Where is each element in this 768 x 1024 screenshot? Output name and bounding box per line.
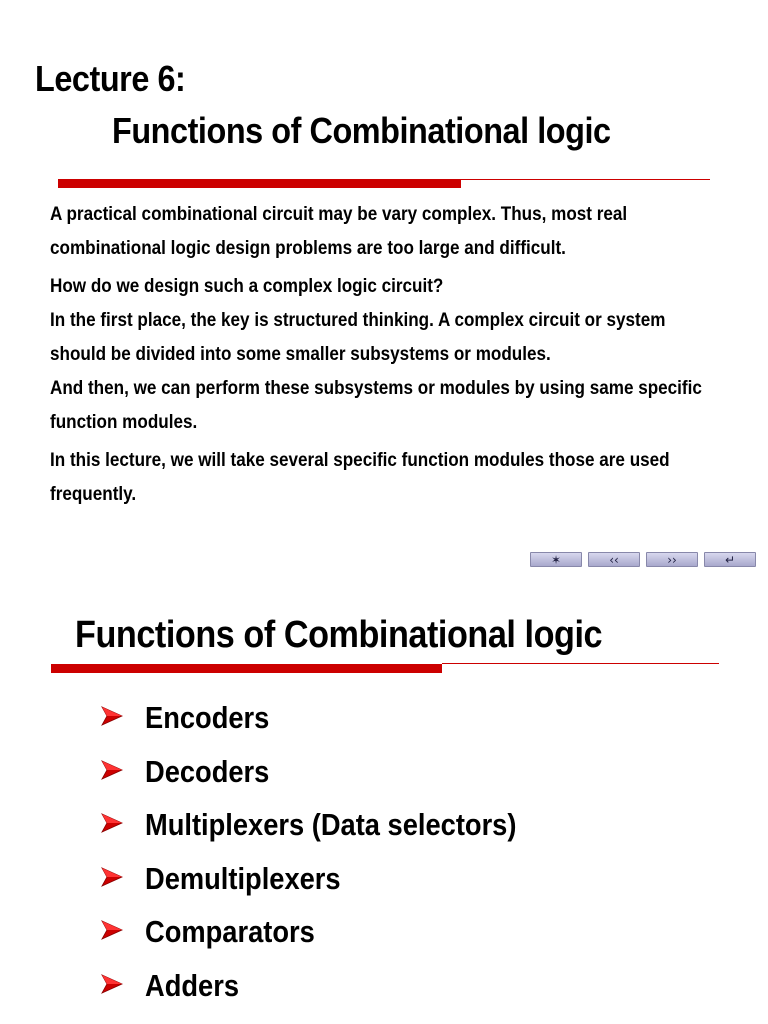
home-button[interactable] <box>530 552 582 567</box>
intro-text <box>50 198 750 516</box>
title-underline-thick <box>51 664 442 673</box>
list-item <box>100 805 517 859</box>
list-item-label: Demultiplexers <box>145 860 341 896</box>
arrowhead-bullet-icon <box>100 704 124 728</box>
title-underline-thin <box>461 179 710 180</box>
slide-functions-list <box>0 600 768 1024</box>
title-underline-thin <box>442 663 719 664</box>
arrowhead-bullet-icon <box>100 758 124 782</box>
intro-paragraph: In the first place, the key is structured thinking. A complex circuit or system should be divided into some smaller subsystems or modules. <box>50 310 666 365</box>
list-item <box>100 859 341 913</box>
lecture-topic-title: Functions of Combinational logic <box>112 110 611 151</box>
intro-paragraph: How do we design such a complex logic circuit? <box>50 276 444 297</box>
list-item-label: Encoders <box>145 700 270 735</box>
title-underline-thick <box>58 179 461 188</box>
list-item-label: Comparators <box>145 914 315 950</box>
previous-icon: ‹‹ <box>609 552 619 567</box>
list-item-label: Decoders <box>145 753 270 789</box>
next-icon: ›› <box>667 552 677 567</box>
list-item-label: Adders <box>145 967 239 1003</box>
slide-title: Functions of Combinational logic <box>75 614 603 656</box>
list-item-label: Multiplexers (Data selectors) <box>145 807 517 843</box>
arrowhead-bullet-icon <box>100 811 124 835</box>
previous-button[interactable] <box>588 552 640 567</box>
list-item <box>100 698 270 752</box>
next-button[interactable] <box>646 552 698 567</box>
return-button[interactable] <box>704 552 756 567</box>
slide-navigation <box>530 552 756 567</box>
list-item <box>100 752 270 806</box>
arrowhead-bullet-icon <box>100 918 124 942</box>
intro-paragraph: A practical combinational circuit may be vary complex. Thus, most real combinational logic design problems are too large and difficult. <box>50 204 628 259</box>
list-item <box>100 912 315 966</box>
arrowhead-bullet-icon <box>100 972 124 996</box>
intro-paragraph: And then, we can perform these subsystems or modules by using same specific function modules. <box>50 378 702 433</box>
list-item <box>100 966 239 1020</box>
arrowhead-bullet-icon <box>100 865 124 889</box>
return-icon: ↵ <box>724 552 736 567</box>
home-icon: ✶ <box>550 552 562 567</box>
intro-paragraph: In this lecture, we will take several specific function modules those are used frequently. <box>50 450 670 505</box>
lecture-number-title: Lecture 6: <box>35 58 186 99</box>
function-list <box>100 698 517 1020</box>
